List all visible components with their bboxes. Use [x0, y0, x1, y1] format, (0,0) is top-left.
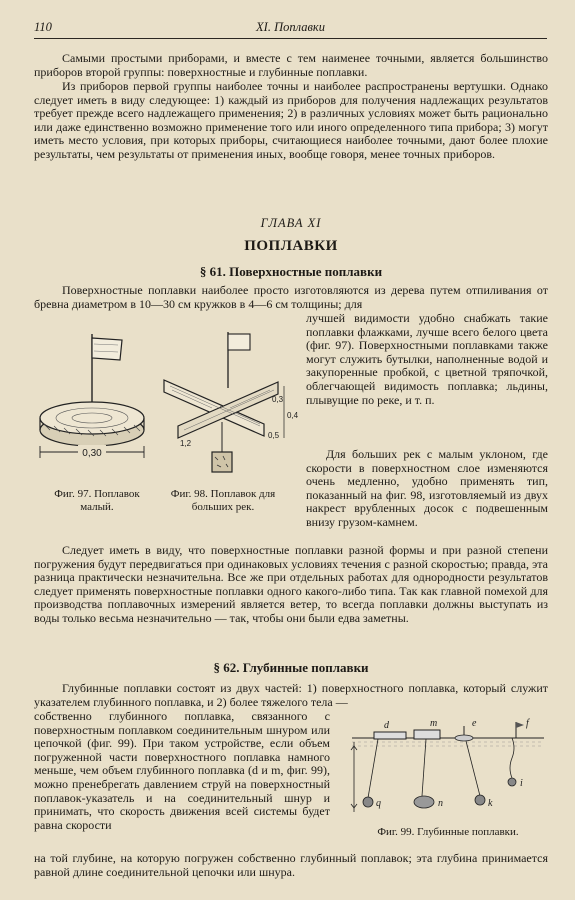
section-61-lead: Поверхностные поплавки наиболее просто изготовляются из дерева путем отпиливания от бревна диаметром в 10—30 см кружков в 4—6 см толщины; для — [34, 283, 548, 311]
chapter-label: ГЛАВА XI — [260, 216, 322, 230]
figure-99-label-d: d — [384, 720, 389, 731]
figure-98-dim-2: 0,4 — [287, 411, 298, 420]
section-61-wrap-text: лучшей видимости удобно снабжать такие поплавки флажками, лучше всего белого цвета (фиг. 97). Поверхностными поплавками также могут служить бутылки, наполненные водой и закупоренные пробкой, с цветной тряпочкой, облегчающей видимость поплавка; льдины, плывущие по реке, и т. п. — [306, 311, 548, 407]
figure-99-label-i: i — [520, 778, 523, 789]
chapter-title: ПОПЛАВКИ — [244, 238, 338, 254]
section-62-heading: § 62. Глубинные поплавки — [213, 660, 369, 675]
figure-97-dimension: 0,30 — [82, 448, 102, 459]
page-number: 110 — [34, 20, 52, 34]
figure-99-label-f: f — [526, 718, 529, 729]
figure-98-float-drawing — [160, 326, 298, 486]
figure-98-caption: Фиг. 98. Поплавок для больших рек. — [170, 488, 276, 513]
section-61-heading: § 61. Поверхностные поплавки — [199, 264, 383, 279]
figure-99-label-k: k — [488, 798, 493, 809]
figure-97-caption: Фиг. 97. Поплавок малый. — [54, 488, 140, 513]
figure-99-label-m: m — [430, 718, 438, 729]
figure-98-dim-4: 1,2 — [180, 439, 192, 448]
section-61-follow: Следует иметь в виду, что поверхностные поплавки разной формы и при разной степени погружения будут передвигаться при одинаковых условиях течения с разной скоростью; правда, эта разница практически незначительна. Все же при отдельных работах для однородности результатов следует применять поверхностные поплавки одного какого-либо типа. Так как главной помехой для производства поплавочных измерений является ветер, то всегда поплавки должны выступать из воды только весьма незначительно — так, чтобы они были едва заметны. — [34, 543, 548, 625]
figure-97-float-drawing — [34, 326, 162, 476]
figure-98-dim-3: 0,5 — [268, 431, 280, 440]
section-62-tail: на той глубине, на которую погружен собственно глубинный поплавок; эта глубина принимается равной длине соединительной цепочки или шнура. — [34, 851, 548, 879]
running-header — [34, 20, 547, 39]
intro-paragraph-1: Самыми простыми приборами, и вместе с тем наименее точными, является большинство приборов второй группы: поверхностные и глубинные поплавки. — [34, 51, 548, 79]
running-title: XI. Поплавки — [256, 20, 325, 34]
figure-99-label-n: n — [438, 798, 443, 809]
section-61-wrap-text-2: Для больших рек с малым уклоном, где скорости в поверхностном слое изменяются очень медленно, удобно применять тип, показанный на фиг. 98, изготовляемый из двух накрест врубленных досок с подвешенным внизу грузом-камнем. — [306, 447, 548, 529]
figure-99-caption: Фиг. 99. Глубинные поплавки. — [377, 826, 519, 838]
section-62-wrap-text: собственно глубинного поплавка, связанного с поверхностным поплавком соединительным шнуром или цепочкой (фиг. 99). При таком устройстве, если объем погруженной части поверхностного поплавка намного меньше, чем объем глубинного поплавка (d и m, фиг. 99), можно пренебрегать давлением струй на поверхностный поплавок-указатель и на соединительный шнур и принимать, что скорость движения всей системы будет равна скорости — [34, 709, 330, 832]
figure-98-dim-1: 0,3 — [272, 395, 284, 404]
figure-99-label-q: q — [376, 798, 381, 809]
section-62-lead: Глубинные поплавки состоят из двух частей: 1) поверхностного поплавка, который служит указателем глубинного поплавка, и 2) более тяжелого тела — — [34, 681, 548, 709]
figure-99-deep-floats-drawing — [344, 716, 548, 820]
figure-99-label-e: e — [472, 718, 477, 729]
intro-paragraph-2: Из приборов первой группы наиболее точны и наиболее распространены вертушки. Однако следует иметь в виду следующее: 1) каждый из приборов для получения надлежащих результатов требует прежде всего надлежащего применения; 2) в различных условиях может быть рационально или даже единственно возможно применение того или иного определенного типа прибора; 3) могут иметь место условия, при которых приборы, считающиеся наиболее точными, дают более плохие результаты, чем результаты от применения иных, вообще говоря, менее точных приборов. — [34, 79, 548, 161]
